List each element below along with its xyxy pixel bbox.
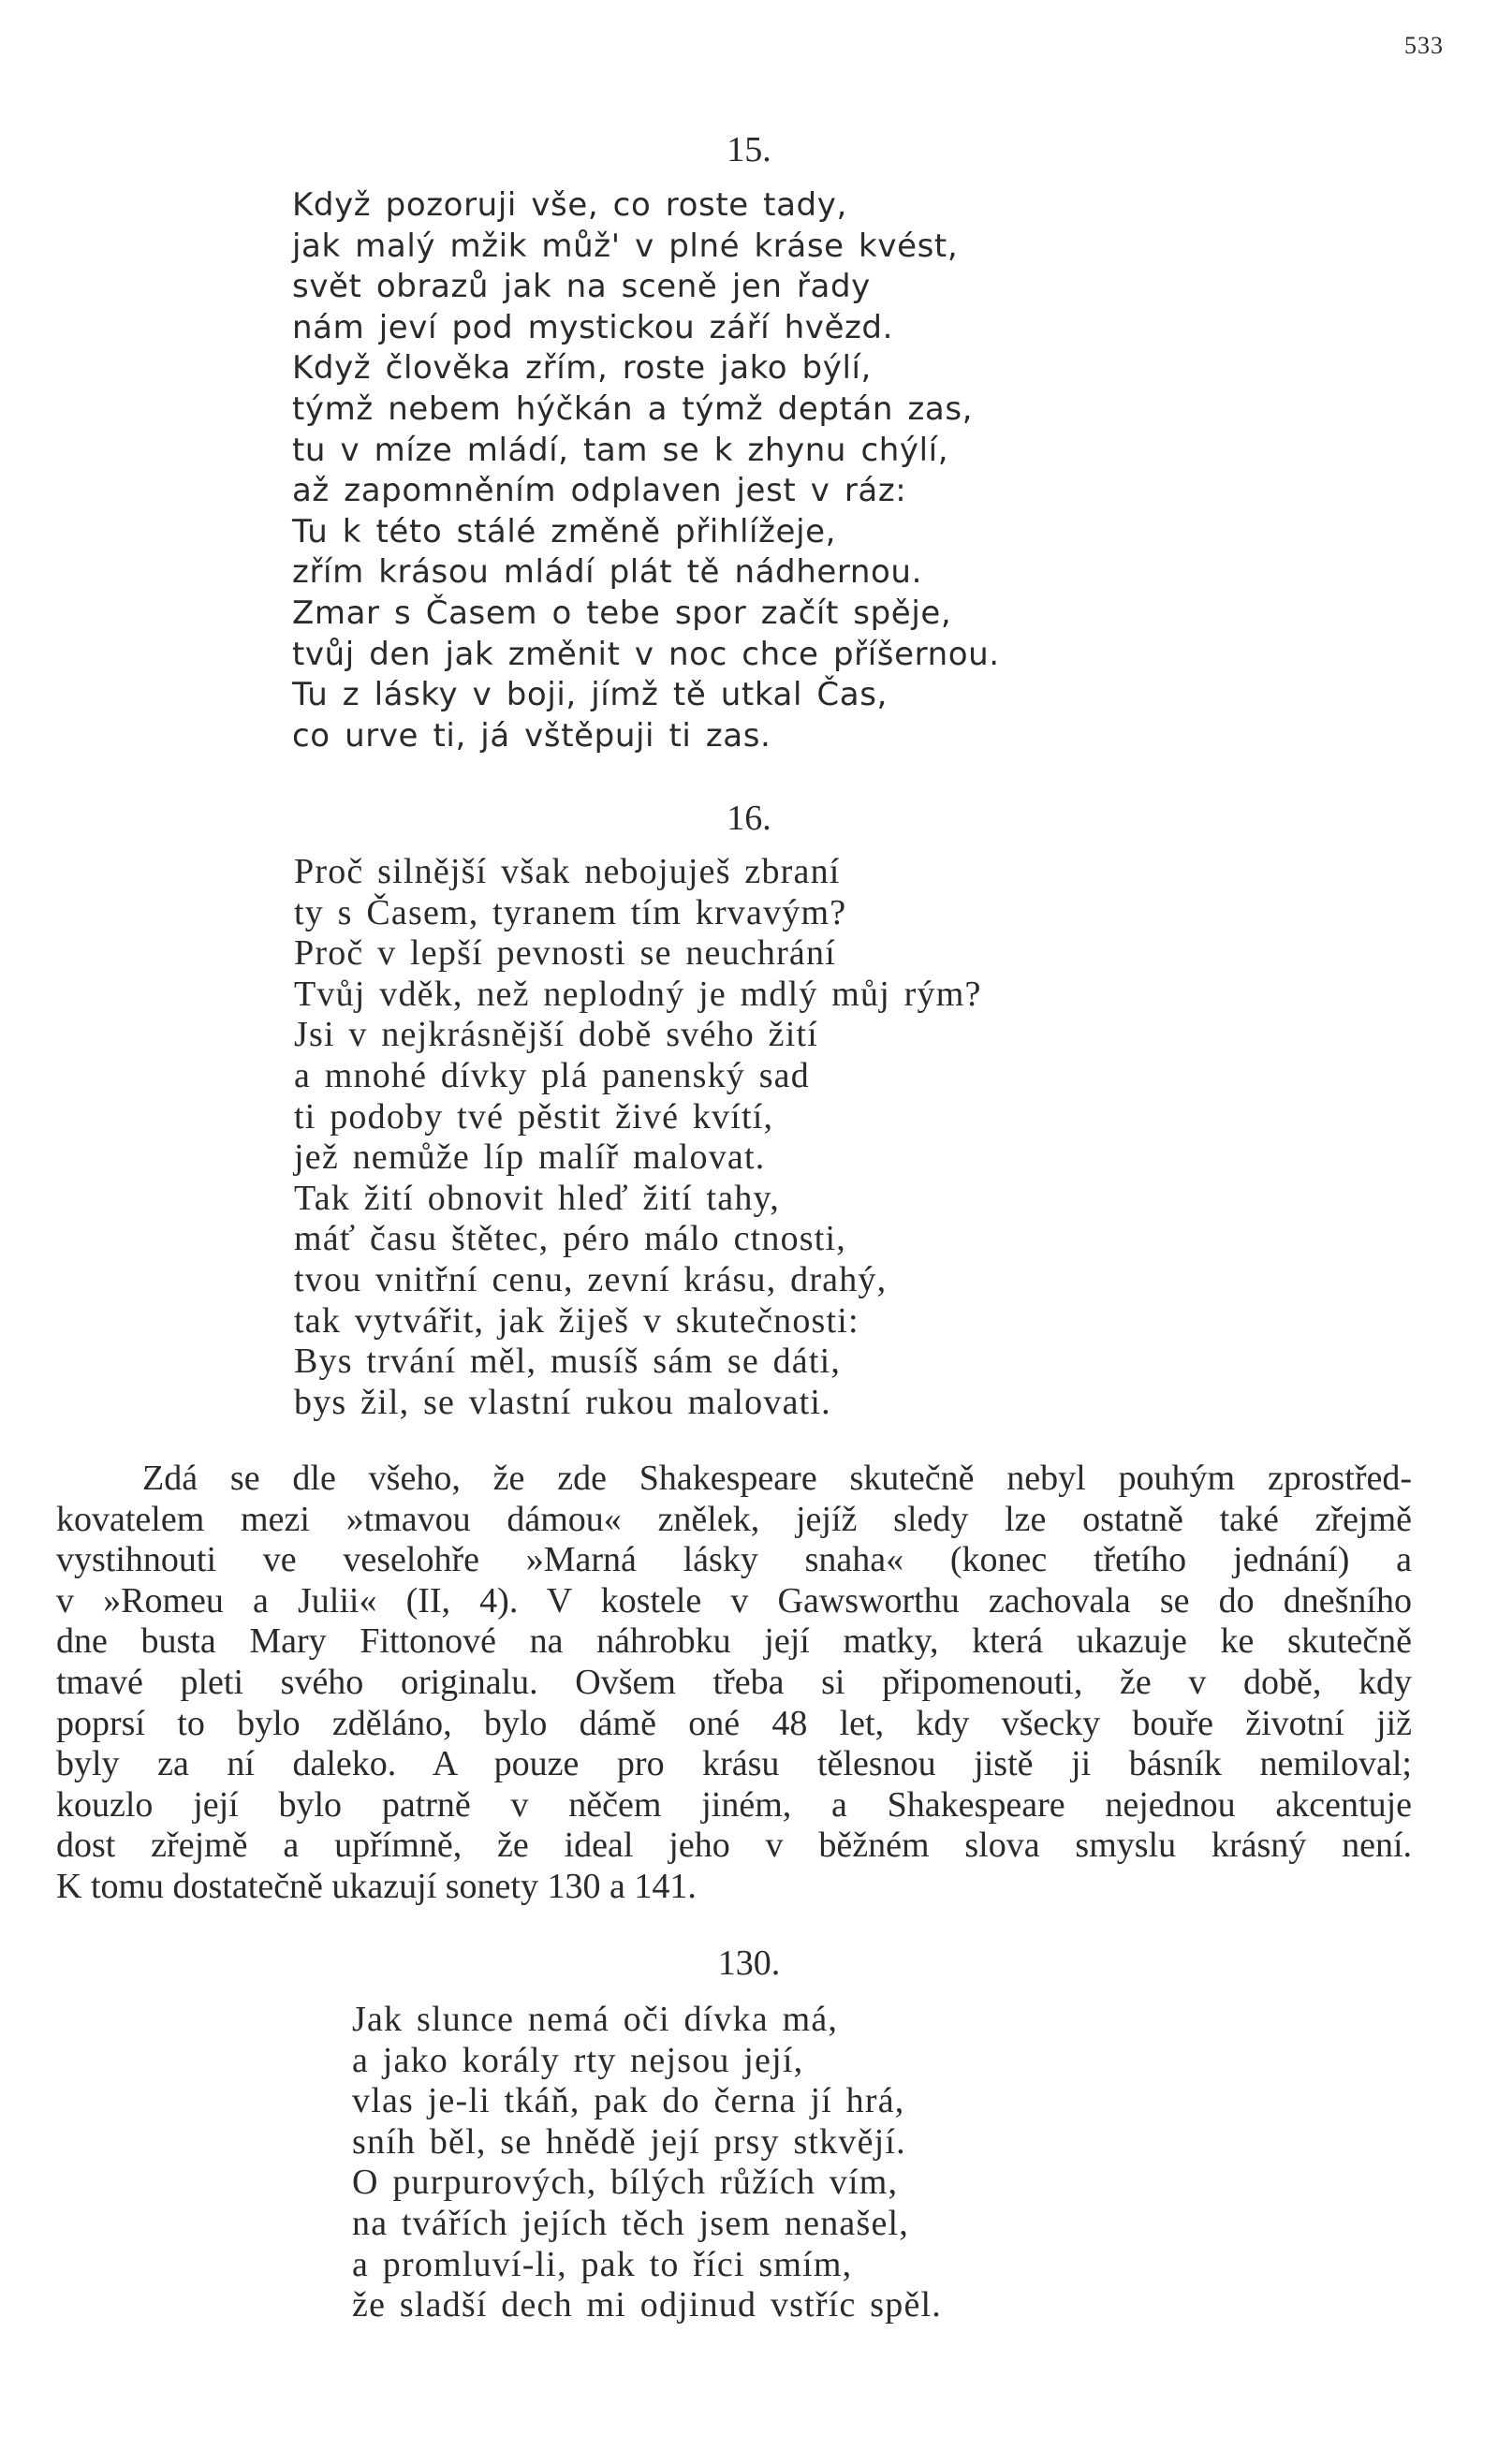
sonnet-line: Proč v lepší pevnosti se neuchrání xyxy=(294,933,836,974)
sonnet-15 xyxy=(292,185,1000,756)
sonnet-line: Zmar s Časem o tebe spor začít spěje, xyxy=(292,594,952,632)
commentary-paragraph xyxy=(56,1459,1412,1908)
sonnet-line: Tvůj vděk, než neplodný je mdlý můj rým? xyxy=(294,974,982,1014)
sonnet-line: bys žil, se vlastní rukou malovati. xyxy=(294,1382,831,1422)
sonnet-line: Tu z lásky v boji, jímž tě utkal Čas, xyxy=(292,676,888,714)
sonnet-line: O purpurových, bílých růžích vím, xyxy=(352,2163,899,2203)
paragraph-line: dne busta Mary Fittonové na náhrobku její matky, která ukazuje ke skutečně xyxy=(56,1621,1412,1662)
sonnet-line: nám jeví pod mystickou září hvězd. xyxy=(292,308,894,346)
sonnet-16 xyxy=(294,852,982,1423)
sonnet-line: Když člověka zřím, roste jako býlí, xyxy=(292,349,872,388)
sonnet-line: vlas je-li tkáň, pak do černa jí hrá, xyxy=(352,2081,905,2121)
sonnet-line: ti podoby tvé pěstit živé kvítí, xyxy=(294,1096,774,1137)
paragraph-line: vystihnouti ve veselohře »Marná lásky snaha« (konec třetího jednání) a xyxy=(56,1540,1412,1580)
sonnet-line: na tvářích jejích těch jsem nenašel, xyxy=(352,2203,909,2243)
sonnet-line: týmž nebem hýčkán a týmž deptán zas, xyxy=(292,389,974,428)
sonnet-line: svět obrazů jak na sceně jen řady xyxy=(292,268,871,306)
sonnet-130 xyxy=(352,2000,942,2326)
paragraph-line: kouzlo její bylo patrně v něčem jiném, a Shakespeare nejednou akcentuje xyxy=(56,1784,1412,1825)
sonnet-line: tu v míze mládí, tam se k zhynu chýlí, xyxy=(292,431,949,469)
page-number: 533 xyxy=(1404,32,1444,59)
paragraph-line: byly za ní daleko. A pouze pro krásu tělesnou jistě ji básník nemiloval; xyxy=(56,1744,1412,1784)
sonnet-line: a mnohé dívky plá panenský sad xyxy=(294,1055,810,1095)
sonnet-15-number: 15. xyxy=(727,130,771,169)
sonnet-line: ty s Časem, tyranem tím krvavým? xyxy=(294,892,847,932)
sonnet-line: jež nemůže líp malíř malovat. xyxy=(294,1137,766,1178)
sonnet-line: Jak slunce nemá oči dívka má, xyxy=(352,2000,839,2039)
sonnet-line: co urve ti, já vštěpuji ti zas. xyxy=(292,716,771,755)
sonnet-line: a jako korály rty nejsou její, xyxy=(352,2040,804,2080)
paragraph-line: dost zřejmě a upřímně, že ideal jeho v běžném slova smyslu krásný není. xyxy=(56,1826,1412,1866)
sonnet-16-number: 16. xyxy=(727,799,771,838)
sonnet-line: až zapomněním odplaven jest v ráz: xyxy=(292,472,907,510)
sonnet-line: že sladší dech mi odjinud vstříc spěl. xyxy=(352,2285,942,2325)
paragraph-line: tmavé pleti svého originalu. Ovšem třeba si připomenouti, že v době, kdy xyxy=(56,1662,1412,1702)
sonnet-line: Jsi v nejkrásnější době svého žití xyxy=(294,1015,818,1055)
sonnet-line: Když pozoruji vše, co roste tady, xyxy=(292,186,847,224)
sonnet-130-number: 130. xyxy=(717,1943,781,1983)
paragraph-line: K tomu dostatečně ukazují sonety 130 a 141. xyxy=(56,1866,697,1906)
sonnet-line: zřím krásou mládí plát tě nádhernou. xyxy=(292,553,922,592)
sonnet-line: jak malý mžik můž' v plné kráse kvést, xyxy=(292,227,959,265)
paragraph-line: poprsí to bylo zděláno, bylo dámě oné 48 let, kdy všecky bouře životní již xyxy=(56,1703,1412,1743)
sonnet-line: sníh běl, se hnědě její prsy stkvějí. xyxy=(352,2121,906,2162)
sonnet-line: Proč silnější však nebojuješ zbraní xyxy=(294,852,841,891)
sonnet-line: tvůj den jak změnit v noc chce příšernou. xyxy=(292,635,1000,673)
sonnet-line: tak vytvářit, jak žiješ v skutečnosti: xyxy=(294,1300,859,1341)
sonnet-line: máť času štětec, péro málo ctnosti, xyxy=(294,1219,847,1259)
paragraph-line: v »Romeu a Julii« (II, 4). V kostele v Gawsworthu zachovala se do dnešního xyxy=(56,1580,1412,1621)
sonnet-line: Bys trvání měl, musíš sám se dáti, xyxy=(294,1342,842,1382)
sonnet-line: a promluví-li, pak to říci smím, xyxy=(352,2244,853,2284)
sonnet-line: tvou vnitřní cenu, zevní krásu, drahý, xyxy=(294,1259,888,1299)
paragraph-line: kovatelem mezi »tmavou dámou« znělek, jejíž sledy lze ostatně také zřejmě xyxy=(56,1499,1412,1539)
sonnet-line: Tu k této stálé změně přihlížeje, xyxy=(292,512,837,550)
paragraph-line: Zdá se dle všeho, že zde Shakespeare skutečně nebyl pouhým zprostřed- xyxy=(142,1459,1412,1498)
sonnet-line: Tak žití obnovit hleď žití tahy, xyxy=(294,1178,780,1218)
